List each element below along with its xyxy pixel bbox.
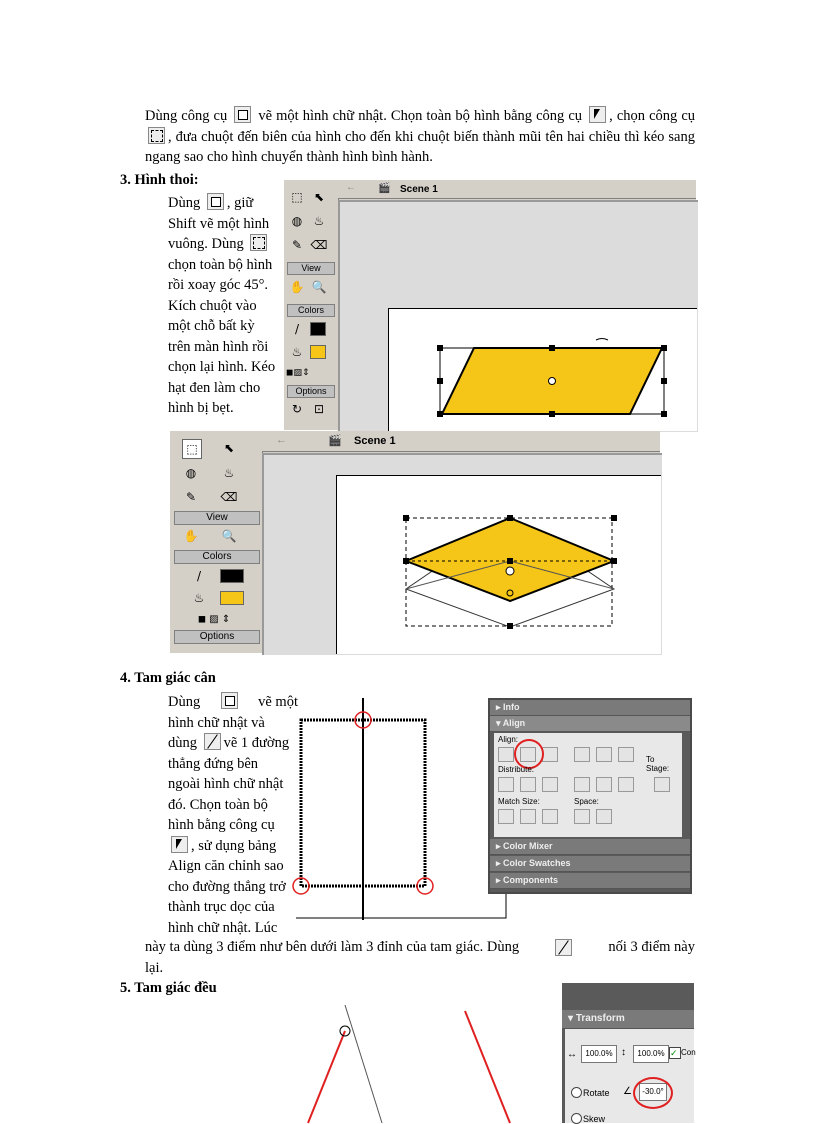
zoom-tool-icon[interactable]: 🔍 [311, 280, 327, 294]
height-field[interactable]: 100.0% [633, 1045, 669, 1063]
equilateral-figure [300, 1005, 530, 1123]
section3-text [168, 193, 286, 419]
red-left-edge [308, 1031, 345, 1123]
distribute-right-button[interactable] [618, 777, 634, 792]
align-vcenter-button[interactable] [596, 747, 612, 762]
info-panel-row[interactable]: ▸ Info [490, 700, 690, 716]
width-field[interactable]: 100.0% [581, 1045, 617, 1063]
s3-line: Kích chuột vào [168, 297, 257, 314]
scale-icon[interactable]: ⊡ [313, 402, 325, 416]
s3-line: một chỗ bất kỳ [168, 318, 255, 334]
axis-line [345, 1005, 382, 1123]
subselect-tool-icon[interactable]: ⬚ [182, 439, 202, 459]
section3-heading: 3. Hình thoi: [120, 172, 199, 188]
subselect-tool-icon[interactable]: ⬚ [291, 190, 303, 204]
match-both-button[interactable] [542, 809, 558, 824]
fill-tool-icon[interactable]: ◍ [185, 466, 197, 480]
scene-icon: 🎬 [378, 183, 391, 194]
rhombus-drawing [170, 431, 660, 653]
bucket-tool-icon[interactable]: ♨ [313, 214, 325, 228]
arrow-tool-icon [589, 106, 606, 123]
section4-tail [145, 937, 695, 978]
s4-line: ngoài hình chữ nhật [168, 776, 284, 792]
s3-line: vuông. Dùng [168, 236, 244, 252]
match-height-button[interactable] [520, 809, 536, 824]
s4-line: thành trục dọc của [168, 899, 275, 915]
components-row[interactable]: ▸ Components [490, 873, 690, 889]
back-arrow-icon[interactable]: ← [276, 434, 287, 446]
s4-tail-line: nối 3 điểm này [608, 939, 695, 955]
color-mixer-label: Color Mixer [503, 841, 553, 851]
distribute-top-button[interactable] [498, 777, 514, 792]
match-width-button[interactable] [498, 809, 514, 824]
info-label: Info [503, 702, 520, 712]
match-size-label: Match Size: [498, 797, 540, 806]
space-label: Space: [574, 797, 599, 806]
lasso-tool-icon[interactable]: ⬉ [223, 441, 235, 455]
colors-header: Colors [174, 550, 260, 564]
s3-line: chọn lại hình. Kéo [168, 359, 276, 375]
s4-line: hình chữ nhật. Lúc [168, 919, 278, 936]
s4-line: vẽ một [258, 694, 298, 710]
distribute-hcenter-button[interactable] [596, 777, 612, 792]
hand-tool-icon[interactable]: ✋ [183, 529, 199, 543]
rectangle-tool-icon [234, 106, 251, 123]
s4-line: dùng [168, 735, 197, 751]
bucket-icon[interactable]: ♨ [193, 591, 205, 605]
parallelogram-drawing [284, 180, 696, 430]
s4-line: cho đường thẳng trở [168, 878, 286, 895]
constrain-label: Con [681, 1048, 696, 1057]
space-vertical-button[interactable] [574, 809, 590, 824]
intro-text-2: vẽ một hình chữ nhật. Chọn toàn bộ hình bằng công cụ [258, 108, 583, 124]
rotate-value-field[interactable]: -30.0° [639, 1083, 667, 1101]
pencil-icon[interactable]: / [196, 569, 202, 583]
distribute-bottom-button[interactable] [542, 777, 558, 792]
fill-tool-icon[interactable]: ◍ [291, 214, 303, 228]
s3-line: Shift vẽ một hình [168, 215, 270, 232]
transform-header[interactable]: ▾ Transform [562, 1010, 694, 1029]
s4-line: hình bằng công cụ [168, 817, 275, 833]
intro-text-1: Dùng công cụ [145, 108, 228, 124]
section5-heading: 5. Tam giác đều [120, 980, 217, 996]
distribute-label: Distribute: [498, 765, 535, 774]
align-top-button[interactable] [574, 747, 590, 762]
align-section-label: Align: [498, 735, 519, 744]
rotate-radio[interactable] [571, 1087, 582, 1098]
dropper-tool-icon[interactable]: ✎ [185, 490, 197, 504]
color-swatches-label: Color Swatches [503, 858, 571, 868]
s3-line: Dùng [168, 195, 201, 211]
s4-tail-line: lại. [145, 959, 164, 976]
scene-label: Scene 1 [354, 435, 396, 447]
pencil-icon[interactable]: / [294, 322, 300, 336]
align-left-button[interactable] [498, 747, 514, 762]
s4-line: thẳng đứng bên [168, 755, 259, 772]
free-transform-tool-icon [250, 234, 267, 251]
height-arrow-icon: ↕ [621, 1047, 626, 1058]
stage-border [296, 888, 506, 918]
to-stage-button[interactable] [654, 777, 670, 792]
eraser-tool-icon[interactable]: ⌫ [220, 490, 238, 504]
s3-line: , giữ [226, 195, 254, 211]
color-mixer-row[interactable]: ▸ Color Mixer [490, 839, 690, 855]
align-panel [488, 698, 692, 894]
s4-tail-line: này ta dùng 3 điểm như bên dưới làm 3 đỉnh của tam giác. Dùng [145, 939, 520, 955]
line-tool-icon [204, 733, 221, 750]
align-panel-row[interactable]: ▾ Align [490, 716, 690, 732]
rotate-label: Rotate [583, 1088, 610, 1098]
flash-screenshot-1 [284, 180, 696, 430]
lasso-tool-icon[interactable]: ⬉ [313, 190, 325, 204]
space-horizontal-button[interactable] [596, 809, 612, 824]
transform-title: Transform [575, 1013, 625, 1024]
constrain-checkbox[interactable]: ✓ [669, 1047, 681, 1059]
back-arrow-icon[interactable]: ← [346, 182, 356, 193]
align-body [494, 733, 682, 837]
width-arrow-icon: ↔ [567, 1049, 577, 1060]
arrow-tool-icon [171, 836, 188, 853]
intro-text-4: công cụ [649, 108, 696, 124]
options-header: Options [287, 385, 335, 398]
eraser-tool-icon[interactable]: ⌫ [310, 238, 328, 252]
s3-line: rồi xoay góc 45°. [168, 277, 269, 293]
view-header: View [287, 262, 335, 275]
transform-body [565, 1029, 694, 1123]
s3-line: trên màn hình rồi [168, 338, 269, 355]
s4-line: Align căn chỉnh sao [168, 858, 284, 874]
s4-line: Dùng [168, 694, 201, 710]
s4-line: đó. Chọn toàn bộ [168, 796, 268, 813]
s4-line: hình chữ nhật và [168, 714, 265, 731]
s4-line: vẽ 1 đường [223, 735, 290, 751]
scene-icon: 🎬 [328, 435, 342, 447]
intro-paragraph [145, 106, 695, 168]
components-label: Components [503, 875, 559, 885]
s3-line: hạt đen làm cho [168, 379, 261, 396]
center-point [549, 378, 556, 385]
center-point [506, 567, 514, 575]
distribute-left-button[interactable] [574, 777, 590, 792]
distribute-vcenter-button[interactable] [520, 777, 536, 792]
skew-radio[interactable] [571, 1113, 582, 1124]
s4-line: , sử dụng bảng [191, 837, 277, 854]
highlight-circle [633, 1077, 673, 1109]
rectangle-tool-icon [221, 692, 238, 709]
transform-panel [562, 983, 694, 1123]
color-swatches-row[interactable]: ▸ Color Swatches [490, 856, 690, 872]
hand-tool-icon[interactable]: ✋ [289, 280, 305, 294]
flash-screenshot-2 [170, 431, 660, 653]
rectangle-axis-figure [296, 698, 508, 920]
options-header: Options [174, 630, 260, 644]
zoom-tool-icon[interactable]: 🔍 [221, 529, 237, 543]
rotate-icon[interactable]: ↻ [291, 402, 303, 416]
intro-text-3: , chọn [609, 108, 646, 124]
skew-label: Skew [583, 1114, 606, 1124]
bucket-icon[interactable]: ♨ [291, 345, 303, 359]
view-header: View [174, 511, 260, 525]
dropper-tool-icon[interactable]: ✎ [291, 238, 303, 252]
swap-colors-icon[interactable]: ◼▨⇕ [286, 368, 310, 378]
to-stage-label: To Stage: [646, 755, 670, 773]
angle-icon: ∠ [623, 1086, 632, 1097]
section4-heading: 4. Tam giác cân [120, 670, 216, 686]
intro-text-5: , đưa chuột đến biên của hình cho đến khi chuột biến thành mũi tên hai chiều thì kéo sang ngang sao cho hình chuyển thành hình bình hành. [145, 128, 695, 165]
bucket-tool-icon[interactable]: ♨ [223, 466, 235, 480]
free-transform-tool-icon [148, 127, 165, 144]
red-right-edge [465, 1011, 510, 1123]
colors-header: Colors [287, 304, 335, 317]
scene-label: Scene 1 [400, 184, 438, 195]
swap-colors-icon[interactable]: ◼ ▨ ⇕ [197, 614, 231, 625]
align-bottom-button[interactable] [618, 747, 634, 762]
s3-line: hình bị bẹt. [168, 400, 234, 416]
align-label: Align [502, 718, 526, 728]
section4-text [168, 692, 298, 938]
s3-line: chọn toàn bộ hình [168, 256, 273, 273]
align-right-button[interactable] [542, 747, 558, 762]
line-tool-icon [555, 939, 572, 956]
rectangle-tool-icon [207, 193, 224, 210]
